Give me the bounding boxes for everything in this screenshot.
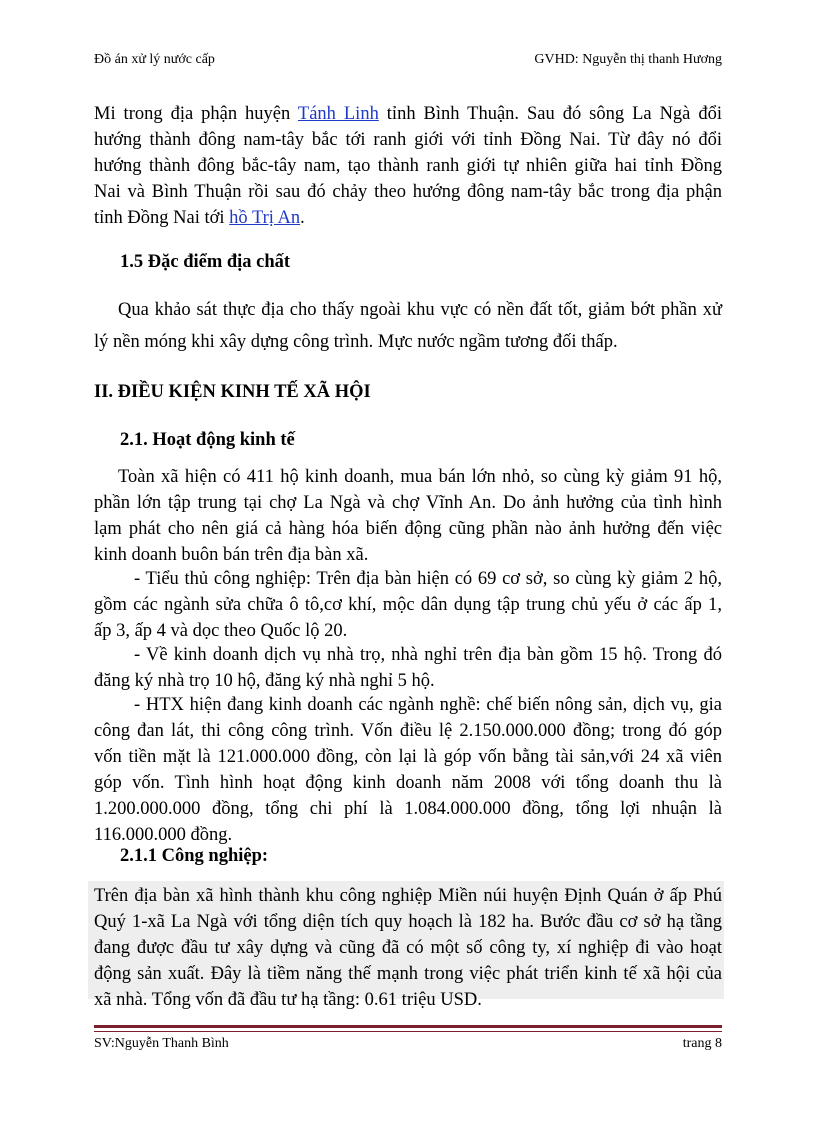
text-span: tỉnh Đồng Nai tới [94, 208, 230, 228]
text-line: Trên địa bàn xã hình thành khu công nghiệp Miền núi huyện Định Quán ở ấp Phú [94, 886, 722, 906]
header-left: Đồ án xử lý nước cấp [94, 52, 215, 67]
text-line: Qua khảo sát thực địa cho thấy ngoài khu vực có nền đất tốt, giảm bớt phần xử [118, 300, 722, 320]
text-line: Toàn xã hiện có 411 hộ kinh doanh, mua bán lớn nhỏ, so cùng kỳ giảm 91 hộ, [118, 467, 722, 487]
text-line: đang được đầu tư xây dựng và cũng đã có một số công ty, xí nghiệp đi vào hoạt [94, 938, 722, 958]
heading-2-1: 2.1. Hoạt động kinh tế [120, 430, 295, 450]
text-line: gồm các ngành sửa chữa ô tô,cơ khí, mộc dân dụng tập trung chủ yếu ở các ấp 1, [94, 595, 722, 615]
text-line: Quý 1-xã La Ngà với tổng diện tích quy hoạch là 182 ha. Bước đầu cơ sở hạ tầng [94, 912, 722, 932]
text-line: hướng thành đông nam-tây bắc tới ranh giới với tỉnh Đồng Nai. Từ đây nó đổi [94, 130, 722, 150]
text-line: 116.000.000 đồng. [94, 825, 233, 845]
footer-rule-thick [94, 1025, 722, 1028]
text-line: góp vốn. Tình hình hoạt động kinh doanh năm 2008 với tổng doanh thu là [94, 773, 722, 793]
paragraph-services [94, 642, 722, 694]
link-ho-tri-an[interactable]: hồ Trị An [229, 208, 301, 228]
text-line: Nai và Bình Thuận rồi sau đó chảy theo hướng đông nam-tây bắc trong địa phận [94, 182, 722, 202]
paragraph-geology [94, 297, 722, 355]
page-header [94, 52, 722, 74]
footer-rule-thin [94, 1031, 722, 1032]
text-line: lạm phát cho nên giá cả hàng hóa biến động cũng phần nào ảnh hưởng đến việc [94, 519, 722, 539]
link-tanh-linh[interactable]: Tánh Linh [297, 104, 379, 124]
text-line: lý nền móng khi xây dựng công trình. Mực nước ngầm tương đối thấp. [94, 332, 618, 352]
page-number: trang 8 [682, 1036, 722, 1051]
paragraph-handicraft [94, 566, 722, 644]
text-line: hướng thành đông bắc-tây nam, tạo thành ranh giới tự nhiên giữa hai tỉnh Đồng [94, 156, 722, 176]
paragraph-river [94, 101, 722, 231]
text-line: đăng ký nhà trọ 10 hộ, đăng ký nhà nghỉ 5 hộ. [94, 671, 435, 691]
text-line: xã nhà. Tổng vốn đã đầu tư hạ tầng: 0.61 triệu USD. [94, 990, 482, 1010]
heading-II: II. ĐIỀU KIỆN KINH TẾ XÃ HỘI [94, 382, 371, 402]
paragraph-htx [94, 692, 722, 848]
text-line: phần lớn tập trung tại chợ La Ngà và chợ Vĩnh An. Do ảnh hưởng của tình hình [94, 493, 722, 513]
paragraph-economy [94, 464, 722, 568]
heading-2-1-1: 2.1.1 Công nghiệp: [120, 846, 269, 866]
text-line: - Tiểu thủ công nghiệp: Trên địa bàn hiện có 69 cơ sở, so cùng kỳ giảm 2 hộ, [134, 569, 722, 589]
text-line: kinh doanh buôn bán trên địa bàn xã. [94, 545, 369, 565]
footer-left: SV:Nguyễn Thanh Bình [94, 1036, 229, 1051]
text-line: vốn tiền mặt là 121.000.000 đồng, còn lại là góp vốn bằng tài sản,với 24 xã viên [94, 747, 722, 767]
text-span: Mi trong địa phận huyện [94, 104, 298, 124]
text-line: ấp 3, ấp 4 và dọc theo Quốc lộ 20. [94, 621, 348, 641]
text-line [94, 101, 722, 127]
text-line: công đan lát, thi công công trình. Vốn điều lệ 2.150.000.000 đồng; trong đó góp [94, 721, 722, 741]
text-line: 1.200.000.000 đồng, tổng chi phí là 1.084.000.000 đồng, tổng lợi nhuận là [94, 799, 722, 819]
text-line [94, 205, 722, 231]
text-line: - HTX hiện đang kinh doanh các ngành nghề: chế biến nông sản, dịch vụ, gia [134, 695, 722, 715]
text-span: tỉnh Bình Thuận. Sau đó sông La Ngà đổi [378, 104, 722, 124]
text-span: . [300, 208, 305, 228]
heading-1-5: 1.5 Đặc điểm địa chất [120, 252, 291, 272]
text-line: - Về kinh doanh dịch vụ nhà trọ, nhà nghỉ trên địa bàn gồm 15 hộ. Trong đó [134, 645, 722, 665]
paragraph-industry [94, 883, 722, 1013]
header-right: GVHD: Nguyễn thị thanh Hương [534, 52, 722, 67]
text-line: động sản xuất. Đây là tiềm năng thế mạnh trong việc phát triển kinh tế xã hội của [94, 964, 722, 984]
